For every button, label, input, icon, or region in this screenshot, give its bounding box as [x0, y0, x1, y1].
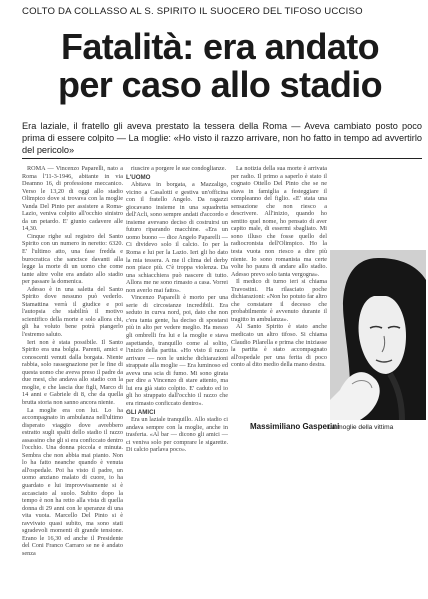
headline-line-2: per caso allo stadio [57, 64, 383, 105]
paragraph: Ieri non è stata possibile. Il Santo Spirito era una bolgia. Parenti, amici e conoscenti venuti dalla borgata. Niente rabbia, solo rassegnazione per le fine di questa uomo che aveva preso il padre da due mesi, che andava allo stadio con la moglie, e che lascia due figli, Marco di 14 anni e Gabriele di 8, che da quella brutta storia non sanno ancora niente. [22, 338, 123, 406]
paragraph: Al Santo Spirito è stato anche medicato un altro tifoso. Si chiama Claudio Pilarella e prima che iniziasse la partita è stato accompagnato all'ospedale per una ferita di poco conto al dito medio della mano destra. [231, 323, 327, 369]
headline-line-1: Fatalità: era andato [60, 26, 380, 67]
photo-widow [330, 250, 426, 420]
paragraph: ROMA — Vincenzo Paparelli, nato a Roma l'11-3-1946, abitante in via Deamno 16, di professione meccanico. Verso le 13,20 di oggi allo stadio Olimpico dove si trovava con la moglie Vanda Del Pinto per assistere a Roma-Lazio, veniva colpito all'occhio sinistro da un petardo. E' giunto cadavere alle 14,30. [22, 165, 123, 233]
paragraph: Cinque righe sul registro del Santo Spirito con un numero in neretto: 6320. E' l'ultimo atto, una fase fredda e burocratica che sancisce davanti alla legge la morte di un uomo che come tante altre volte era andato allo stadio per passare la domenica. [22, 232, 123, 286]
paragraph: La moglie era con lui. Lo ha accompagnato in ambulanza nell'ultimo disperato viaggio dove avrebbero estratto sugli spalti dello stadio il razzo assassino che gli si era conficcato dentro l'occhio. Una donna piccola e minuta. Sembra che non abbia mai pianto. Non lo ha fatto neanche quando è venuta all'ospedale. Poi ha visto il padre, un uomo anziano malato di cuore, io ha guardato e lui improvvisamente si è accasciato al suolo. Subito dopo la tempo è non ha retto alla vista di quella donna di 29 anni con le speranze di una vita vuota. Marcello Del Pinto si è ravvivato quasi subito, ma sono stati sgradevoli momenti di grande tensione. Erano le 16,30 ed anche il Presidente del Coni Franco Carraro se ne è andato senza [22, 406, 123, 557]
paragraph: riuscire a porgere le sue condoglianze. [131, 165, 227, 172]
subhead-rule [22, 158, 422, 159]
subhead: Era laziale, il fratello gli aveva prestato la tessera della Roma — Aveva cambiato posto poco prima di essere colpito — La moglie: «Ho visto il razzo arrivare, non ho fatto in tempo ad avvertirlo del pericolo» [22, 121, 422, 155]
byline: Massimiliano Gasperini [250, 422, 340, 431]
paragraph: Abitava in borgata, a Mazzaligo, vicino a Casalotti e gestiva un'officina con il fratello Angelo. Da ragazzi giocavano insieme in una squadretta dell'Acli, sono sempre andati d'accordo e insieme avevano deciso di costruirsi un futuro riparando macchine. «Era un uomo buono — dice Angelo Paparelli — Ci dividevo solo il calcio. Io per la Roma e lui per la Lazio. Ieri gli ho dato la mia tessera. A me il clima del derby non piace più. C'è troppa violenza. Da una schiacchiera può nascere di tutto. Allora me ne sono rimasto a casa. Vorrei non averlo mai fatto». [126, 181, 228, 294]
headline [20, 28, 420, 104]
paragraph: Vincenzo Paparelli è morto per una serie di circostanze incredibili. Era seduto in curva nord, poi, dato che non c'era tanta gente, ha deciso di spostarsi più in alto per vedere meglio. Ha messo gli ombrelli fra lui e la moglie e stava aspettando, tranquillo come al solito, l'inizio della partita. «Ho visto il razzo arrivare — non le uniche dichiarazioni strappate alla moglie — Era luminoso ed aveva una scia di fumo. Mi sono girata per dire a Vincenzo di stare attento, ma lui era già stato colpito. E' caduto ed io gli ho strappato dall'occhio il razzo che era rimasto conficcato dentro». [126, 294, 228, 407]
paragraph: La notizia della sua morte è arrivata per radio. Il primo a saperlo è stato il cognato Ottello Del Pinto che se ne stava in famiglia a festeggiare il compleanno del figlio. «E' stata una sensazione che non riesco a descrivere. All'inizio, quando ho sentito quel nome, ho pensato di aver capito male, di essermi sbagliato. Mi sono illuso che fosse quello del radiocronista dell'Olimpico. Ho la testa vuota non riesco a dire più niente. Io sono romanista ma certe volte ho paura di andare allo stadio. Adesso prevo solo tanta vergogna». [231, 165, 327, 278]
article-column-1 [22, 165, 123, 595]
paragraph: Adesso è in una saletta del Santo Spirito dove nessuno può vederlo. Stamattina verrà il giudice e poi l'autopsia che stabilirà il motivo scientifico della morte e solo allora chi, gli ha voluto bene potrà piangerlo l'estremo saluto. [22, 285, 123, 339]
photo-caption: La moglie della vittima [328, 424, 394, 431]
article-column-2 [126, 165, 228, 454]
paragraph: Il medico di turno ieri si chiama Travostini. Ha rilasciato poche dichiarazioni: «Non ho potuto far altro che constatare il decesso che probabilmente è avvenuto durante il tragitto in ambulanza». [231, 278, 327, 323]
kicker: COLTO DA COLLASSO AL S. SPIRITO IL SUOCERO DEL TIFOSO UCCISO [22, 6, 363, 17]
section-heading: GLI AMICI [126, 408, 156, 416]
article-column-3 [231, 165, 327, 420]
section-heading: L'UOMO [126, 173, 151, 181]
paragraph: Era un laziale tranquillo. Allo stadio ci andava sempre con la moglie, anche in trasferta. «Al bar — dicono gli amici — ci veniva solo per comprare le sigarette. Di calcio parlava poco». [126, 416, 228, 454]
